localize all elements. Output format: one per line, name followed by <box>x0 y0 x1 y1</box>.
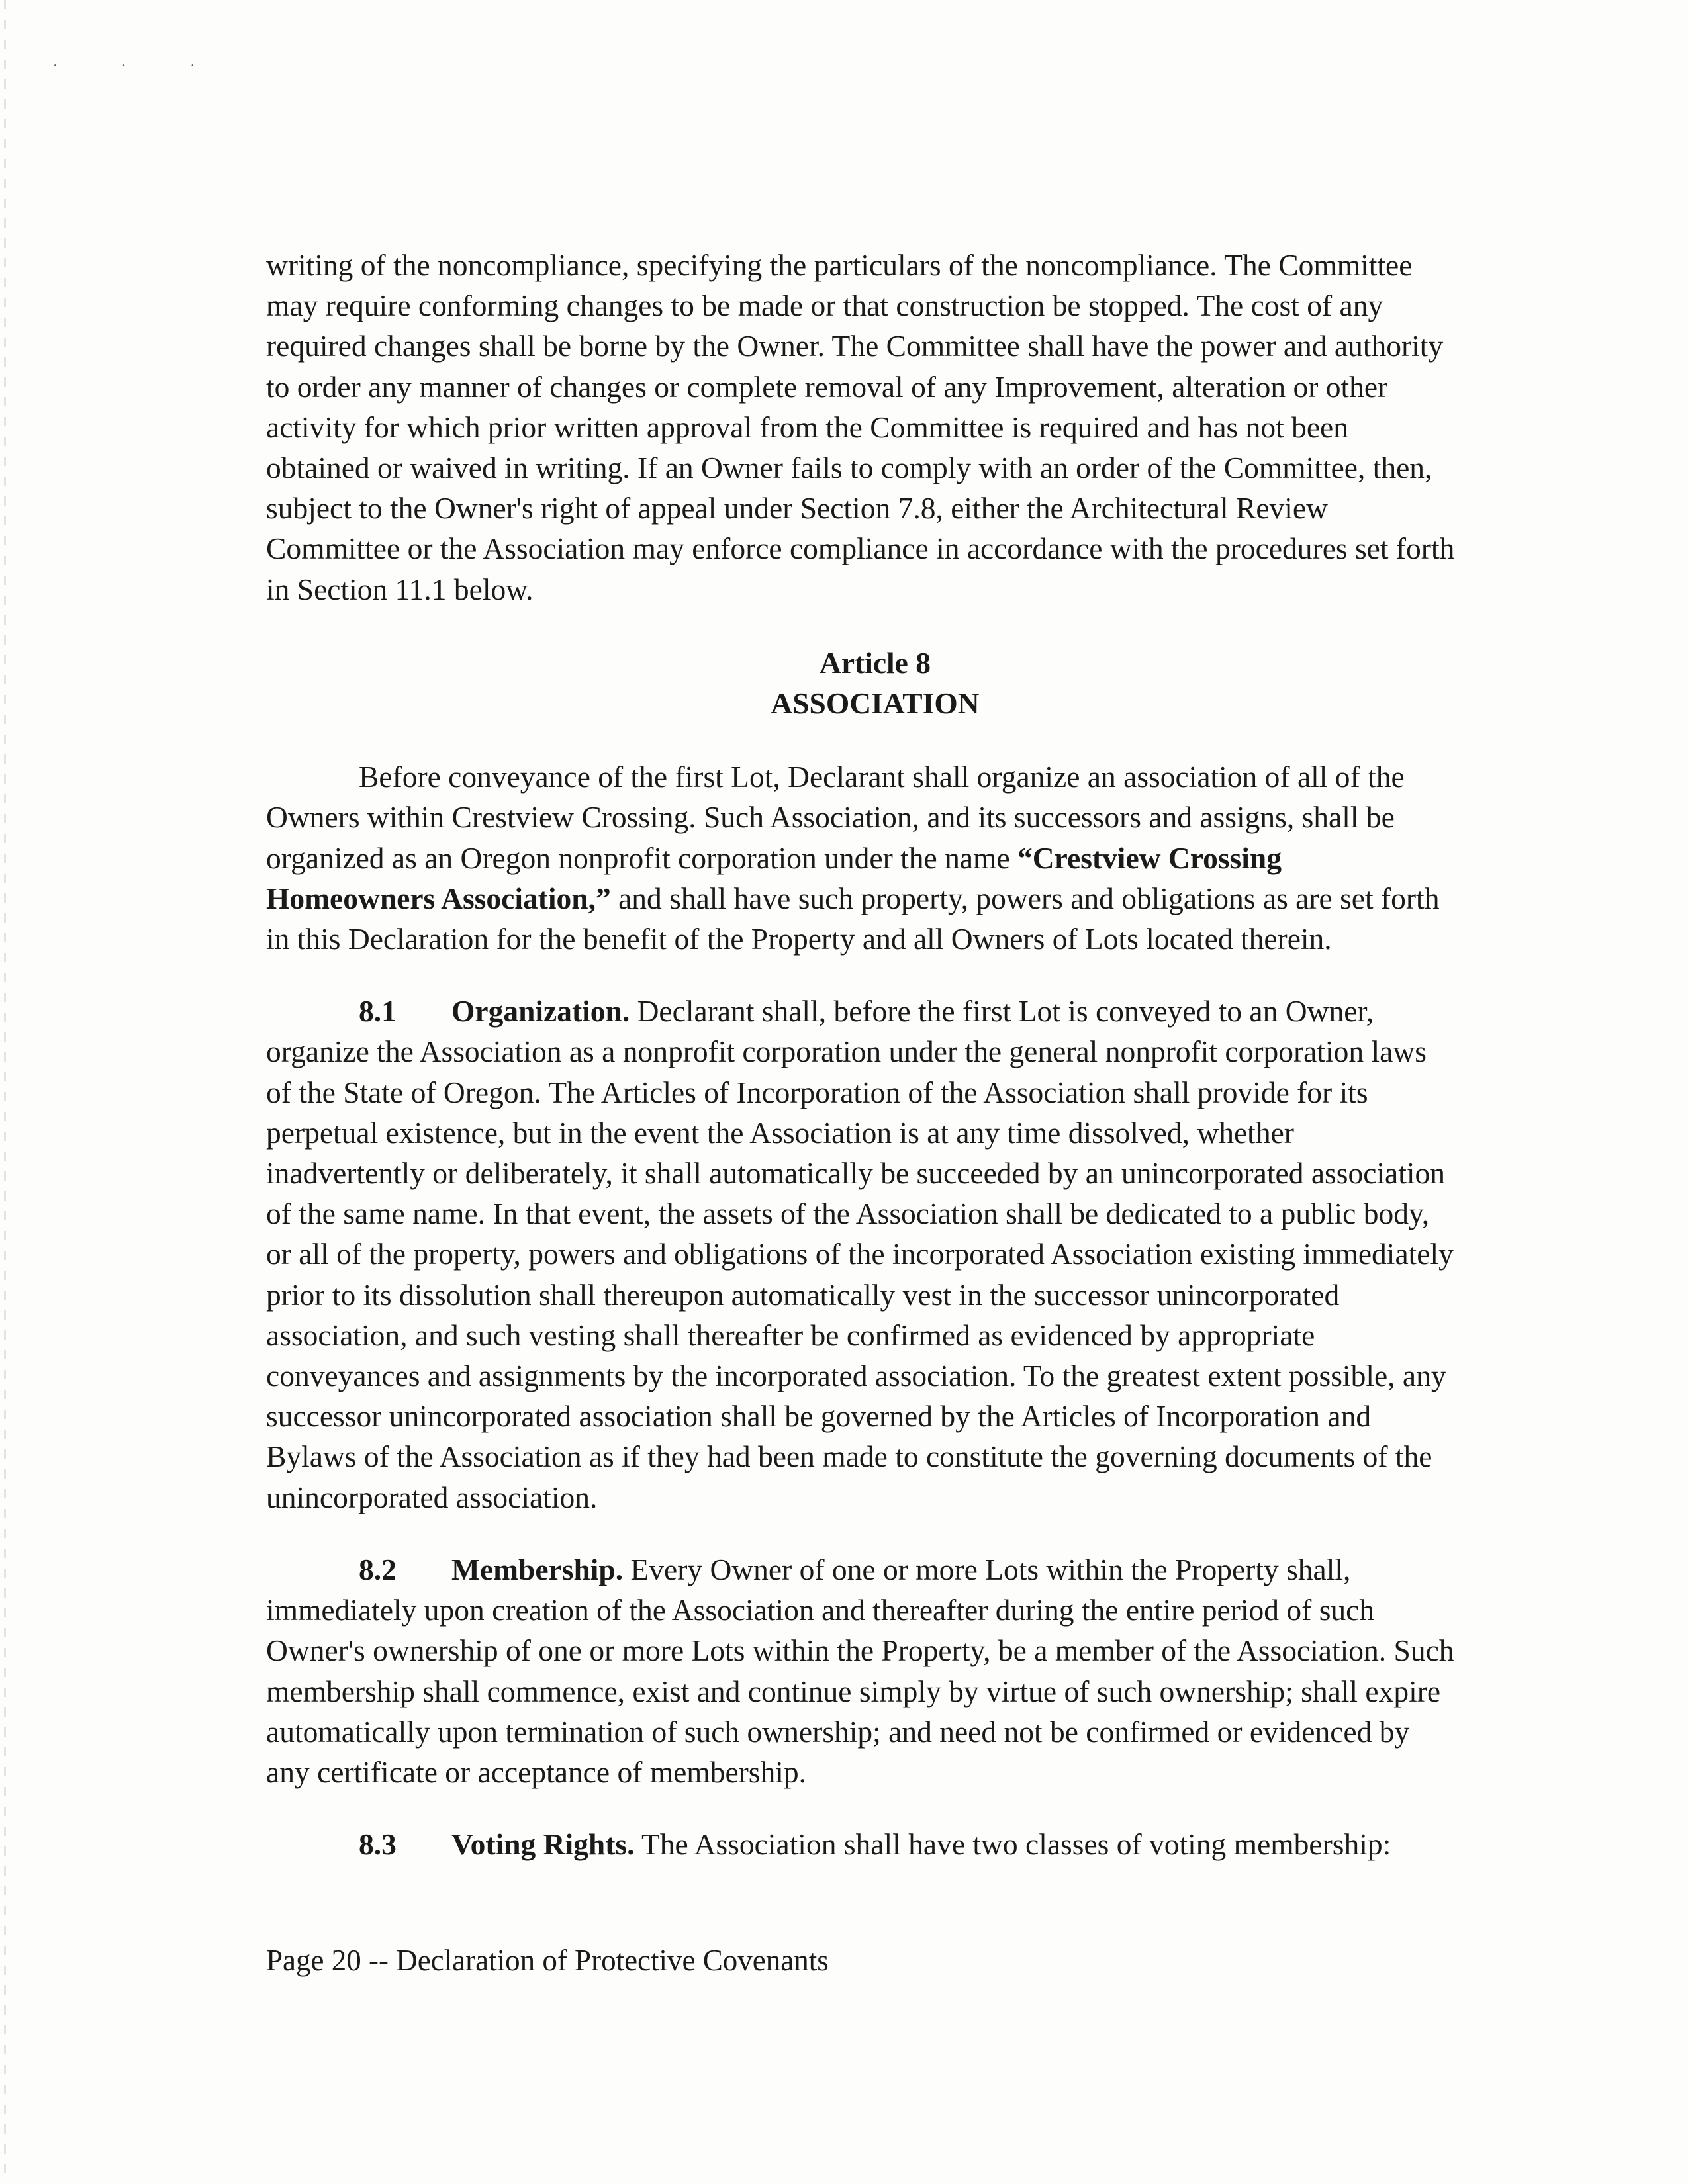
article-title: ASSOCIATION <box>771 686 980 721</box>
association-name: “Crestview Crossing Homeowners Association,” <box>266 841 1282 915</box>
section-8-1-paragraph <box>266 991 1458 1518</box>
section-number: 8.2 <box>359 1552 397 1586</box>
section-number: 8.1 <box>359 994 397 1028</box>
page-footer: Page 20 -- Declaration of Protective Covenants <box>266 1944 829 1977</box>
section-number: 8.3 <box>359 1827 397 1862</box>
article-intro-paragraph <box>266 756 1458 959</box>
section-title: Organization. <box>451 994 630 1028</box>
section-title: Voting Rights. <box>451 1827 635 1862</box>
article-intro-text-2: and shall have such property, powers and obligations as are set forth in this Declaration for the benefit of the Property and all Owners of Lots located therein. <box>266 881 1440 956</box>
scan-specks: · · · <box>53 58 225 73</box>
document-body <box>266 245 1458 1864</box>
opening-paragraph: writing of the noncompliance, specifying the particulars of the noncompliance. The Committee may require conforming changes to be made or that construction be stopped. The cost of any required changes shall be borne by the Owner. The Committee shall have the power and authority to order any manner of changes or complete removal of any Improvement, alteration or other activity for which prior written approval from the Committee is required and has not been obtained or waived in writing. If an Owner fails to comply with an order of the Committee, then, subject to the Owner's right of appeal under Section 7.8, either the Architectural Review Committee or the Association may enforce compliance in accordance with the procedures set forth in Section 11.1 below. <box>266 248 1455 606</box>
scan-edge-artifact <box>4 0 6 2184</box>
section-8-3-paragraph <box>266 1824 1458 1864</box>
section-title: Membership. <box>451 1552 624 1586</box>
section-text: Declarant shall, before the first Lot is conveyed to an Owner, organize the Association as a nonprofit corporation under the general nonprofit corporation laws of the State of Oregon. The Articles of Incorporation of the Association shall provide for its perpetual existence, but in the event the Association is at any time dissolved, whether inadvertently or deliberately, it shall automatically be succeeded by an unincorporated association of the same name. In that event, the assets of the Association shall be dedicated to a public body, or all of the property, powers and obligations of the incorporated Association existing immediately prior to its dissolution shall thereupon automatically vest in the successor unincorporated association, and such vesting shall thereafter be confirmed as evidenced by appropriate conveyances and assignments by the incorporated association. To the greatest extent possible, any successor unincorporated association shall be governed by the Articles of Incorporation and Bylaws of the Association as if they had been made to constitute the governing documents of the unincorporated association. <box>266 994 1454 1514</box>
article-number: Article 8 <box>819 645 931 680</box>
section-text: Every Owner of one or more Lots within the Property shall, immediately upon creation of the Association and thereafter during the entire period of such Owner's ownership of one or more Lots within the Property, be a member of the Association. Such membership shall commence, exist and continue simply by virtue of such ownership; shall expire automatically upon termination of such ownership; and need not be confirmed or evidenced by any certificate or acceptance of membership. <box>266 1552 1454 1789</box>
section-text: The Association shall have two classes of voting membership: <box>634 1827 1391 1862</box>
article-intro-text-1: Before conveyance of the first Lot, Declarant shall organize an association of all of the Owners within Crestview Crossing. Such Association, and its successors and assigns, shall be organized as an Oregon nonprofit corporation under the name <box>266 760 1405 875</box>
section-8-2-paragraph <box>266 1549 1458 1792</box>
